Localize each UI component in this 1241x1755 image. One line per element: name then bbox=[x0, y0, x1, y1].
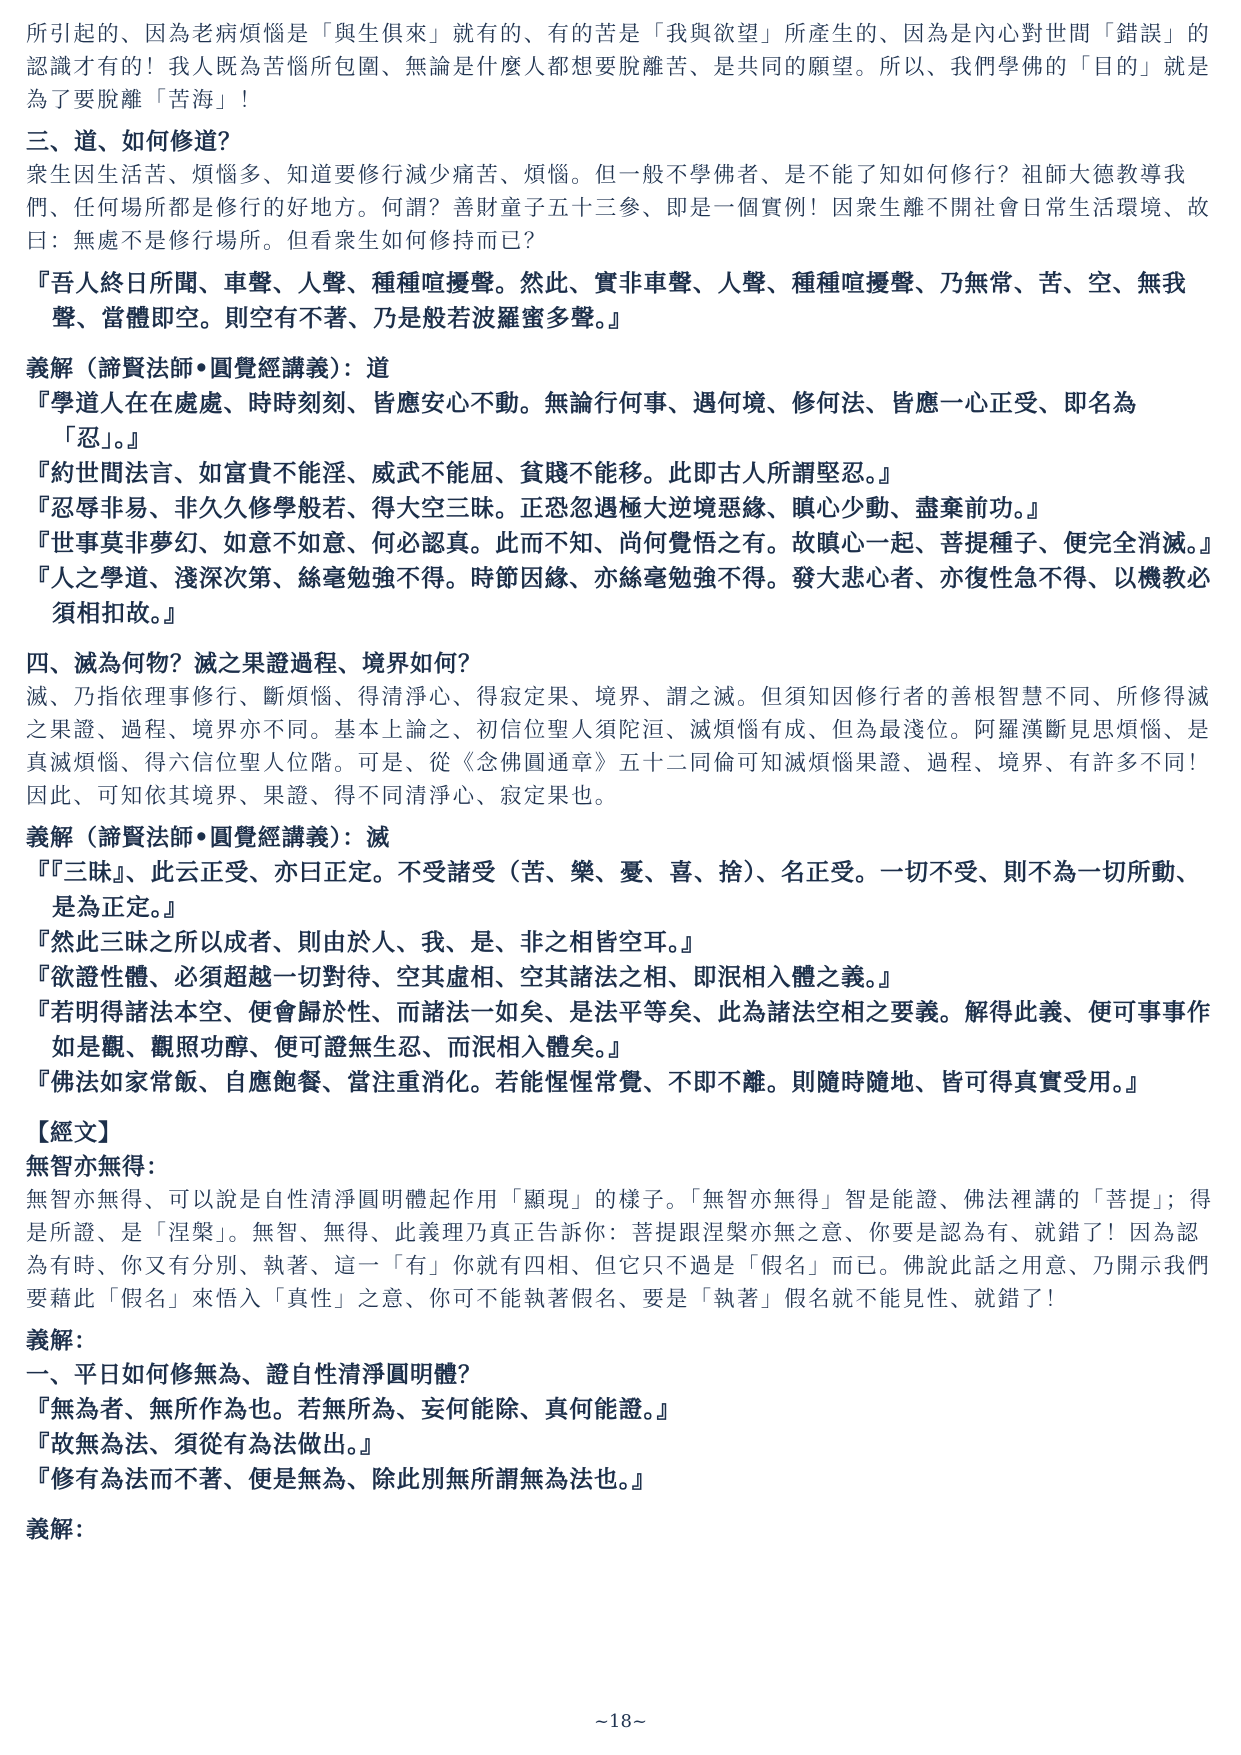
quotation: 『學道人在在處處、時時刻刻、皆應安心不動。無論行何事、遇何境、修何法、皆應一心正受、即名為「忍」。』 bbox=[26, 389, 1138, 452]
quotation: 『然此三昧之所以成者、則由於人、我、是、非之相皆空耳。』 bbox=[26, 928, 706, 956]
quotation: 『欲證性體、必須超越一切對待、空其虛相、空其諸法之相、即泯相入體之義。』 bbox=[26, 963, 904, 991]
sutra-label: 【經文】 bbox=[26, 1119, 122, 1146]
section-heading: 四、滅為何物？滅之果證過程、境界如何？ bbox=[26, 650, 482, 677]
quotation: 『約世間法言、如富貴不能淫、威武不能屈、貧賤不能移。此即古人所謂堅忍。』 bbox=[26, 459, 904, 487]
section-heading: 義解（諦賢法師•圓覺經講義）：滅 bbox=[26, 824, 391, 851]
page-number: ~18~ bbox=[593, 1711, 648, 1732]
quotation: 『吾人終日所聞、車聲、人聲、種種喧擾聲。然此、實非車聲、人聲、種種喧擾聲、乃無常、苦、空、無我聲、當體即空。則空有不著、乃是般若波羅蜜多聲。』 bbox=[26, 269, 1187, 332]
section-heading: 無智亦無得： bbox=[26, 1153, 170, 1180]
page-content bbox=[26, 18, 1225, 1547]
section-heading: 義解（諦賢法師•圓覺經講義）：道 bbox=[26, 355, 391, 382]
paragraph: 滅、乃指依理事修行、斷煩惱、得清淨心、得寂定果、境界、謂之滅。但須知因修行者的善根智慧不同、所修得滅之果證、過程、境界亦不同。基本上論之、初信位聖人須陀洹、滅煩惱有成、但為最淺位。阿羅漢斷見思煩惱、是真滅煩惱、得六信位聖人位階。可是、從《念佛圓通章》五十二同倫可知滅煩惱果證、過程、境界、有許多不同！因此、可知依其境界、果證、得不同清淨心、寂定果也。 bbox=[26, 685, 1212, 809]
quotation: 『故無為法、須從有為法做出。』 bbox=[26, 1430, 385, 1458]
quotation: 『忍辱非易、非久久修學般若、得大空三昧。正恐忽遇極大逆境惡緣、瞋心少動、盡棄前功。』 bbox=[26, 494, 1052, 522]
section-heading: 一、平日如何修無為、證自性清淨圓明體？ bbox=[26, 1361, 482, 1388]
quotation: 『世事莫非夢幻、如意不如意、何必認真。此而不知、尚何覺悟之有。故瞋心一起、菩提種子、便完全消滅。』 bbox=[26, 529, 1225, 557]
quotation: 『『三昧』、此云正受、亦曰正定。不受諸受（苦、樂、憂、喜、捨）、名正受。一切不受、則不為一切所動、是為正定。』 bbox=[26, 858, 1202, 921]
paragraph: 無智亦無得、可以說是自性清淨圓明體起作用「顯現」的樣子。「無智亦無得」智是能證、佛法裡講的「菩提」；得是所證、是「涅槃」。無智、無得、此義理乃真正告訴你：菩提跟涅槃亦無之意、你要是認為有、就錯了！因為認為有時、你又有分別、執著、這一「有」你就有四相、但它只不過是「假名」而已。佛說此話之用意、乃開示我們要藉此「假名」來悟入「真性」之意、你可不能執著假名、要是「執著」假名就不能見性、就錯了！ bbox=[26, 1188, 1214, 1312]
quotation: 『佛法如家常飯、自應飽餐、當注重消化。若能惺惺常覺、不即不離。則隨時隨地、皆可得真實受用。』 bbox=[26, 1068, 1151, 1096]
quotation: 『若明得諸法本空、便會歸於性、而諸法一如矣、是法平等矣、此為諸法空相之要義。解得此義、便可事事作如是觀、觀照功醇、便可證無生忍、而泯相入體矣。』 bbox=[26, 998, 1212, 1061]
paragraph: 衆生因生活苦、煩惱多、知道要修行減少痛苦、煩惱。但一般不學佛者、是不能了知如何修行？祖師大德教導我們、任何場所都是修行的好地方。何謂？善財童子五十三參、即是一個實例！因衆生離不開社會日常生活環境、故曰：無處不是修行場所。但看衆生如何修持而已？ bbox=[26, 163, 1212, 254]
section-heading: 三、道、如何修道？ bbox=[26, 128, 242, 155]
quotation: 『修有為法而不著、便是無為、除此別無所謂無為法也。』 bbox=[26, 1465, 657, 1493]
paragraph: 所引起的、因為老病煩惱是「與生俱來」就有的、有的苦是「我與欲望」所產生的、因為是內心對世間「錯誤」的認識才有的！我人既為苦惱所包圍、無論是什麼人都想要脫離苦、是共同的願望。所以、我們學佛的「目的」就是為了要脫離「苦海」！ bbox=[26, 22, 1212, 113]
section-heading: 義解： bbox=[26, 1327, 98, 1354]
section-heading: 義解： bbox=[26, 1516, 98, 1543]
quotation: 『人之學道、淺深次第、絲毫勉強不得。時節因緣、亦絲毫勉強不得。發大悲心者、亦復性急不得、以機教必須相扣故。』 bbox=[26, 564, 1212, 627]
quotation: 『無為者、無所作為也。若無所為、妄何能除、真何能證。』 bbox=[26, 1395, 682, 1423]
